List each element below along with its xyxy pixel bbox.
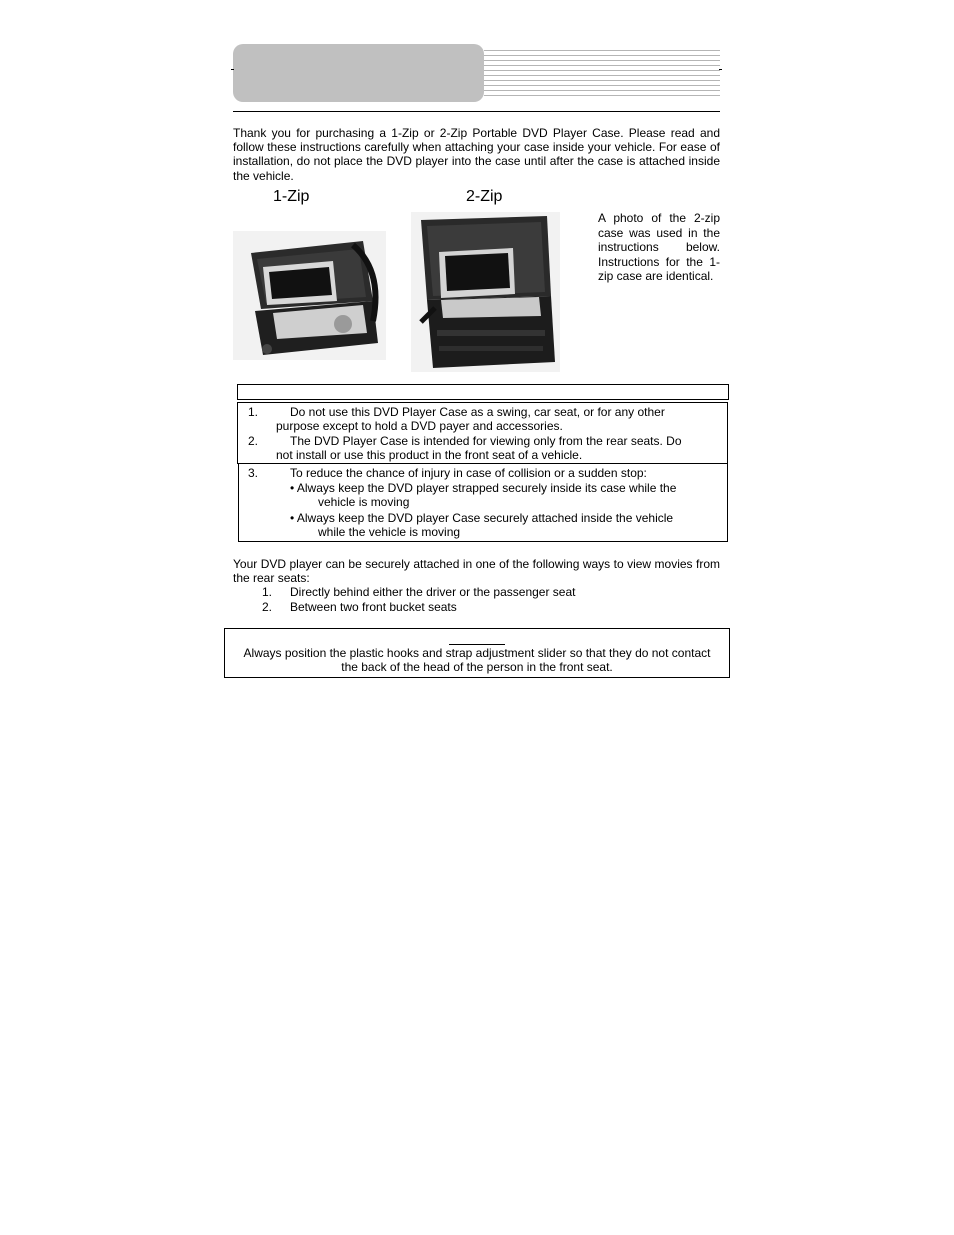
warning-item-2-line-2: not install or use this product in the front seat of a vehicle. bbox=[276, 448, 583, 462]
header-tab bbox=[233, 44, 484, 102]
caution-line-2: the back of the head of the person in the front seat. bbox=[341, 660, 613, 675]
warning-item-1-number: 1. bbox=[248, 405, 259, 419]
header-tick-right bbox=[719, 69, 722, 70]
warning-box-1 bbox=[237, 402, 728, 464]
ways-item-2-text: Between two front bucket seats bbox=[290, 600, 457, 614]
warning-header-box bbox=[237, 384, 729, 400]
warning-item-1-line-1: Do not use this DVD Player Case as a swing, car seat, or for any other bbox=[290, 405, 665, 419]
caution-text bbox=[224, 646, 730, 674]
warning-item-3-bullet-2: • Always keep the DVD player Case securely attached inside the vehicle bbox=[290, 511, 674, 525]
caution-line-1: Always position the plastic hooks and strap adjustment slider so that they do not contact bbox=[243, 646, 711, 660]
ways-item-1-number: 1. bbox=[262, 585, 273, 599]
warning-item-2-number: 2. bbox=[248, 434, 259, 448]
ways-item-2-number: 2. bbox=[262, 600, 273, 614]
warning-item-3-line-1: To reduce the chance of injury in case of collision or a sudden stop: bbox=[290, 466, 647, 480]
warning-item-3-bullet-2-cont: while the vehicle is moving bbox=[318, 525, 461, 539]
side-note: A photo of the 2-zip case was used in the instructions below. Instructions for the 1-zip case are identical. bbox=[598, 211, 720, 283]
warning-item-1-line-2: purpose except to hold a DVD payer and accessories. bbox=[276, 419, 563, 433]
header-stripes bbox=[484, 50, 720, 96]
ways-item-1-text: Directly behind either the driver or the passenger seat bbox=[290, 585, 576, 599]
intro-paragraph: Thank you for purchasing a 1-Zip or 2-Zip Portable DVD Player Case. Please read and follow these instructions carefully when attaching your case inside your vehicle. For ease of installation, do not place the DVD player into the case until after the case is attached inside the vehicle. bbox=[233, 126, 720, 183]
warning-item-3-bullet-1-cont: vehicle is moving bbox=[318, 495, 410, 509]
caption-2-zip: 2-Zip bbox=[466, 188, 503, 205]
caution-heading-rule bbox=[449, 644, 505, 645]
photo-1-zip-case bbox=[233, 231, 386, 360]
warning-item-3-number: 3. bbox=[248, 466, 259, 480]
header-rule bbox=[233, 111, 720, 112]
caption-1-zip: 1-Zip bbox=[273, 188, 310, 205]
warning-box-2 bbox=[238, 463, 728, 542]
warning-item-3-bullet-1: • Always keep the DVD player strapped securely inside its case while the bbox=[290, 481, 677, 495]
ways-paragraph: Your DVD player can be securely attached in one of the following ways to view movies from the rear seats: bbox=[233, 557, 720, 586]
warning-item-2-line-1: The DVD Player Case is intended for viewing only from the rear seats. Do bbox=[290, 434, 682, 448]
header-tick-left bbox=[231, 69, 234, 70]
photo-2-zip-case bbox=[411, 212, 560, 372]
